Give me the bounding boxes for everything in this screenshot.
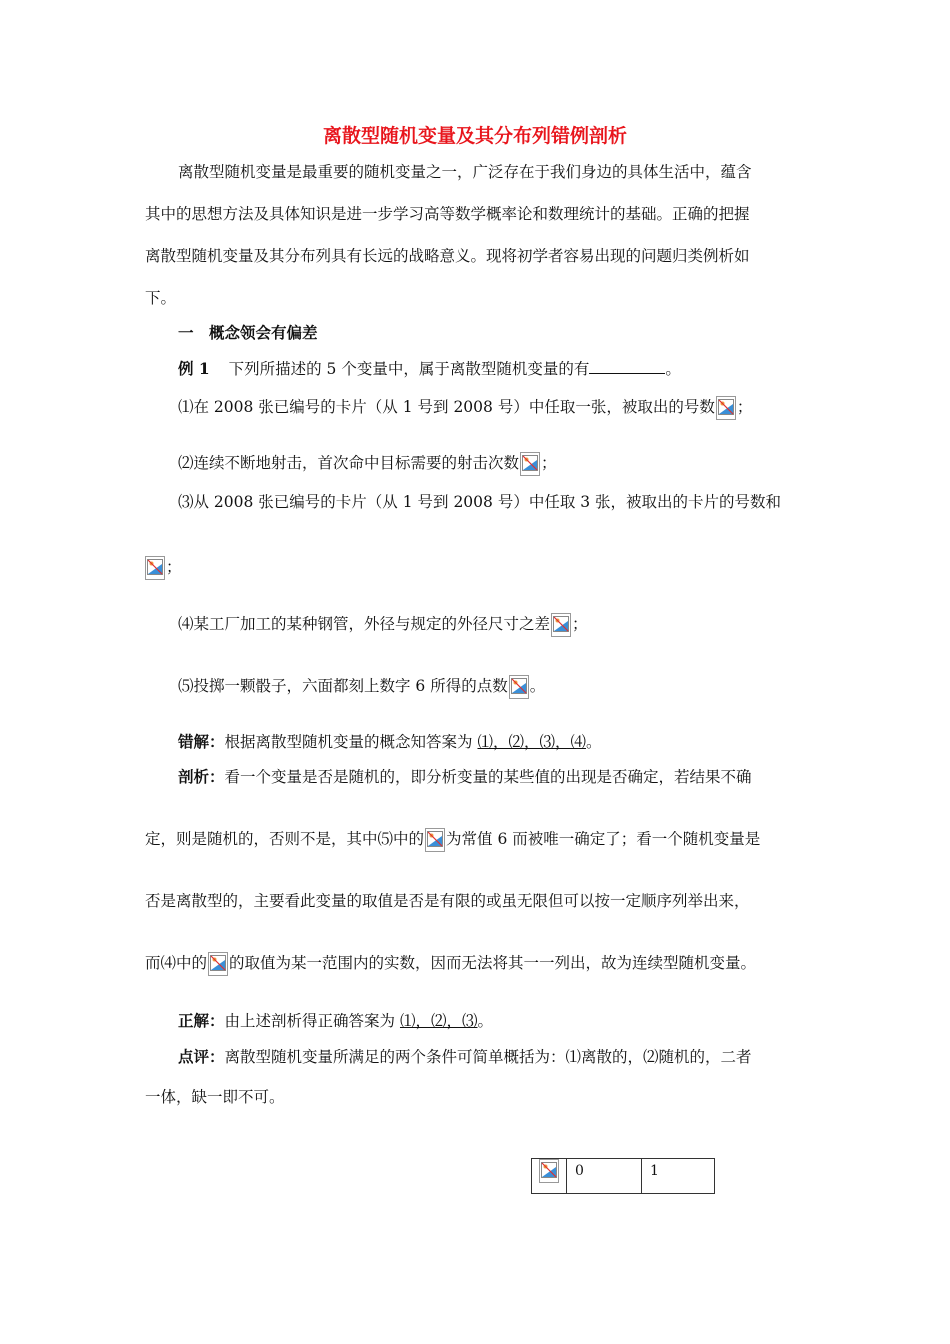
correct-label: 正解：	[178, 1011, 225, 1030]
intro-line-1: 离散型随机变量是最重要的随机变量之一，广泛存在于我们身边的具体生活中，蕴含	[178, 163, 752, 181]
comment-line-1	[178, 1047, 752, 1067]
example-end: 。	[665, 360, 681, 378]
intro-line-4: 下。	[145, 289, 177, 307]
wrong-answer: ⑴，⑵，⑶，⑷	[477, 733, 586, 751]
answer-blank	[589, 359, 665, 374]
item-4	[178, 613, 588, 637]
page-title: 离散型随机变量及其分布列错例剖析	[322, 125, 627, 147]
table-row	[532, 1159, 715, 1194]
wrong-end: 。	[585, 733, 602, 751]
example-text: 下列所描述的 5 个变量中，属于离散型随机变量的有	[228, 360, 590, 378]
correct-text: 由上述剖析得正确答案为	[224, 1012, 396, 1030]
analysis-text-4b: 的取值为某一范围内的实数，因而无法将其一一列出，故为连续型随机变量。	[229, 954, 757, 972]
item-2-sep: ；	[541, 454, 557, 472]
table-cell: 0	[567, 1159, 642, 1194]
comment-line-2: 一体，缺一即不可。	[145, 1088, 285, 1106]
item-2	[178, 452, 557, 476]
analysis-text-2b: 为常值 6 而被唯一确定了；看一个随机变量是	[446, 830, 761, 848]
table-cell: 1	[642, 1159, 715, 1194]
item-5	[178, 675, 545, 699]
broken-image-icon	[539, 1159, 559, 1183]
item-5-end: 。	[529, 677, 546, 695]
analysis-text-1: 看一个变量是否是随机的，即分析变量的某些值的出现是否确定，若结果不确	[224, 768, 752, 786]
wrong-label: 错解：	[178, 732, 225, 751]
correct-end: 。	[477, 1012, 493, 1030]
table-cell-variable	[532, 1159, 567, 1194]
analysis-line-2	[145, 828, 760, 852]
broken-image-icon	[208, 952, 228, 976]
correct-answer: ⑴，⑵，⑶	[399, 1012, 478, 1030]
broken-image-icon	[551, 613, 571, 637]
analysis-line-3: 否是离散型的，主要看此变量的取值是否是有限的或虽无限但可以按一定顺序列举出来，	[145, 892, 750, 910]
correct-solution	[178, 1011, 493, 1031]
analysis-line-1	[178, 767, 752, 787]
broken-image-icon	[509, 675, 529, 699]
broken-image-icon	[425, 828, 445, 852]
broken-image-icon	[145, 556, 165, 580]
broken-image-icon	[520, 452, 540, 476]
item-3: ⑶从 2008 张已编号的卡片（从 1 号到 2008 号）中任取 3 张，被取出的卡片的号数和	[178, 493, 782, 511]
item-5-text: ⑸投掷一颗骰子，六面都刻上数字 6 所得的点数	[178, 677, 508, 695]
comment-text-1: 离散型随机变量所满足的两个条件可简单概括为：⑴离散的，⑵随机的，二者	[224, 1048, 752, 1066]
item-3-cont	[144, 556, 182, 580]
item-3-sep: ；	[166, 558, 182, 576]
item-4-text: ⑷某工厂加工的某种钢管，外径与规定的外径尺寸之差	[178, 615, 551, 633]
analysis-label: 剖析：	[178, 767, 225, 786]
analysis-line-4	[145, 952, 756, 976]
broken-image-icon	[716, 396, 736, 420]
section-heading: 一 概念领会有偏差	[178, 323, 318, 342]
example-label: 例 1	[178, 359, 210, 378]
comment-label: 点评：	[178, 1047, 225, 1066]
item-1	[178, 396, 752, 420]
intro-line-3: 离散型随机变量及其分布列具有长远的战略意义。现将初学者容易出现的问题归类例析如	[145, 247, 750, 265]
analysis-text-4a: 而⑷中的	[145, 954, 208, 972]
intro-line-2: 其中的思想方法及具体知识是进一步学习高等数学概率论和数理统计的基础。正确的把握	[145, 205, 750, 223]
item-2-text: ⑵连续不断地射击，首次命中目标需要的射击次数	[178, 454, 520, 472]
item-4-sep: ；	[572, 615, 588, 633]
wrong-text: 根据离散型随机变量的概念知答案为	[224, 733, 473, 751]
item-1-sep: ；	[736, 398, 753, 416]
item-1-text: ⑴在 2008 张已编号的卡片（从 1 号到 2008 号）中任取一张，被取出的号数	[178, 398, 715, 416]
wrong-solution	[178, 732, 602, 752]
distribution-table	[531, 1158, 715, 1194]
analysis-text-2a: 定，则是随机的，否则不是，其中⑸中的	[145, 830, 425, 848]
example-1-question	[178, 359, 681, 379]
